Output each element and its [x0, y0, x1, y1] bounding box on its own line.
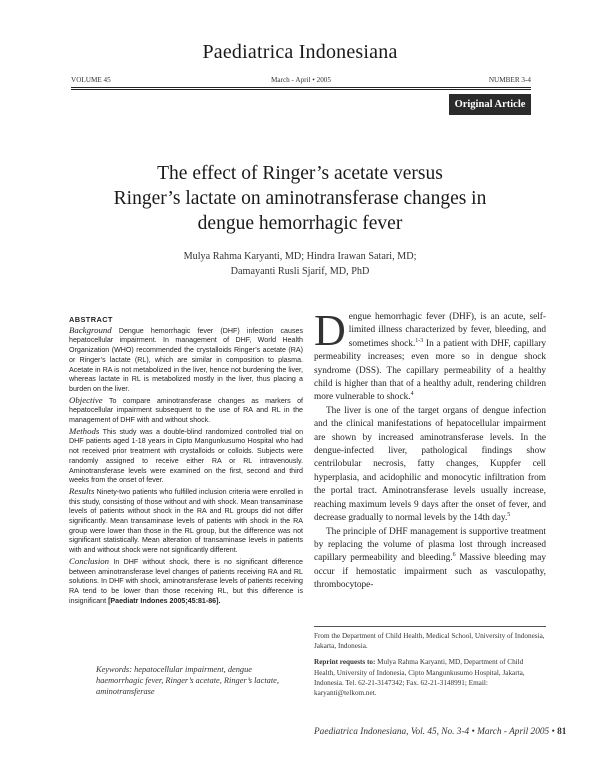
author-line: Mulya Rahma Karyanti, MD; Hindra Irawan Satari, MD;	[183, 251, 417, 262]
issue-number: NUMBER 3-4	[488, 76, 531, 84]
abstract-text: To compare aminotransferase changes as markers of hepatocellular impairment subsequent to the use of RA and RL in the management of DHF with and without shock.	[69, 396, 304, 425]
abstract-label: Results	[69, 485, 95, 496]
body-paragraph	[314, 306, 546, 405]
header-rule	[71, 87, 531, 88]
page-footer	[314, 727, 567, 737]
keywords: Keywords: hepatocellular impairment, dengue haemorrhagic fever, Ringer’s acetate, Ringer’s lactate, aminotransferase	[96, 665, 279, 696]
abstract-label: Conclusion	[69, 555, 110, 566]
reference-mark: 5	[507, 512, 511, 518]
abstract-conclusion	[69, 557, 303, 607]
reprint-text: Mulya Rahma Karyanti, MD, Department of Child Health, University of Indonesia, Cipto Mangunkusumo Hospital, Jakarta, Indonesia. Tel. 62-21-3147342; Fax. 62-21-3148991; Email: karyanti@telkom.net.	[314, 658, 525, 698]
abstract-background	[69, 326, 303, 395]
abstract-text: Ninety-two patients who fulfilled inclusion criteria were enrolled in this study, consisting of those without and with shock. Mean transaminase levels of patients without shock in the RA and RL groups did not differ significantly. Mean transaminase levels of patients with shock in the RA group were lower than those in the RL group, but the difference was not significant statistically. Mean alteration of transaminase levels in patients with and without shock were not significantly different.	[69, 487, 303, 555]
body-text: In a patient with DHF, capillary permeability increases; even more so in dengue shock syndrome (DSS). The capillary permeability of a healthy child is higher than that of a healthy adult, rendering children more vulnerable to shock.	[314, 338, 546, 403]
body-text: The principle of DHF management is supportive treatment by replacing the volume of plasma lost through increased capillary permeability and bleeding.	[314, 526, 546, 564]
article-type-badge: Original Article	[449, 94, 531, 115]
title-line: The effect of Ringer’s acetate versus	[157, 163, 443, 184]
reference-mark: 1-3	[415, 337, 424, 344]
header-rule-thin	[71, 89, 531, 90]
issue-date: March - April • 2005	[270, 76, 331, 84]
affiliation-block	[314, 631, 546, 704]
body-paragraph	[314, 405, 546, 526]
abstract-label: Methods	[69, 425, 100, 436]
volume-label: VOLUME 45	[71, 76, 111, 84]
body-text: The liver is one of the target organs of dengue infection and the clinical manifestations of hepatocellular impairment are shown by increased aminotransferase levels. In the dengue-infected liver, pathological findings show centrilobular necrosis, fatty changes, Kuppfer cell hyperplasia, and acidophilic and monocytic infiltration from the portal tract. Aminotransferase levels usually increase, reaching maximum levels 9 days after the onset of fever, and decrease gradually to normal levels by the 14th day.	[314, 405, 546, 524]
body-text: engue hemorrhagic fever (DHF), is an acute, self-limited illness characterized by fever, bleeding, and sometimes shock.	[348, 312, 546, 349]
abstract-label: Background	[69, 324, 112, 335]
abstract-methods	[69, 427, 303, 486]
journal-title: Paediatrica Indonesiana	[202, 41, 398, 63]
title-line: dengue hemorrhagic fever	[197, 213, 403, 234]
body-text: Massive bleeding may occur if hemostatic impairment such as vasculopathy, thrombocytope-	[314, 553, 546, 591]
abstract-text: In DHF without shock, there is no significant difference between aminotransferase level changes of patients receiving RA and RL solutions. In DHF with shock, aminotransferase levels of patients receiving RA tend to be lower than those receiving RL, but this difference is insignificant	[69, 557, 303, 605]
article-title	[80, 161, 520, 236]
author-line: Damayanti Rusli Sjarif, MD, PhD	[230, 266, 370, 277]
reprint-label: Reprint requests to:	[314, 658, 376, 667]
abstract-text: This study was a double-blind randomized controlled trial on DHF patients aged 1-18 years in Cipto Mangunkusumo Hospital who had not received prior treatment with crystalloids or colloids. Subjects were randomly assigned to receive either RA or RL intravenously. Aminotransferase levels were examined on the first, second and third weeks from the onset of fever.	[69, 427, 304, 485]
reference-mark: 4	[410, 391, 414, 398]
abstract-label: Objective	[69, 394, 103, 405]
affiliation-rule	[314, 626, 546, 627]
drop-cap: D	[314, 306, 346, 355]
author-list	[100, 249, 500, 279]
abstract-heading: ABSTRACT	[69, 315, 113, 324]
body-column	[314, 306, 546, 593]
affiliation-from: From the Department of Child Health, Medical School, University of Indonesia, Jakarta, Indonesia.	[314, 632, 545, 651]
keywords-label: Keywords	[96, 665, 130, 674]
abstract-citation: [Paediatr Indones 2005;45:81-86].	[108, 596, 221, 605]
keywords-text: hepatocellular impairment, dengue haemorrhagic fever, Ringer’s acetate, Ringer’s lactate, aminotransferase	[96, 665, 279, 696]
reference-mark: 6	[452, 552, 456, 559]
body-paragraph	[314, 526, 546, 593]
page-number: 81	[557, 727, 567, 737]
title-line: Ringer’s lactate on aminotransferase changes in	[113, 188, 487, 209]
reprint-request	[314, 657, 546, 698]
footer-citation: Paediatrica Indonesiana, Vol. 45, No. 3-4 • March - April 2005 •	[314, 727, 555, 737]
abstract-results	[69, 487, 303, 556]
abstract	[69, 315, 303, 607]
abstract-objective	[69, 396, 303, 426]
abstract-text: Dengue hemorrhagic fever (DHF) infection causes hepatocellular impairment. In management of DHF, World Health Organization (WHO) recommended the crystalloids Ringer’s acetate (RA) or Ringer’s lactate (RL), which are similar in composition to plasma. Acetate in RA is not metabolized in the liver, hence not burdening the liver, whereas lactate in RL is metabolized mostly in the liver, thus placing a burden on the liver.	[69, 326, 303, 393]
